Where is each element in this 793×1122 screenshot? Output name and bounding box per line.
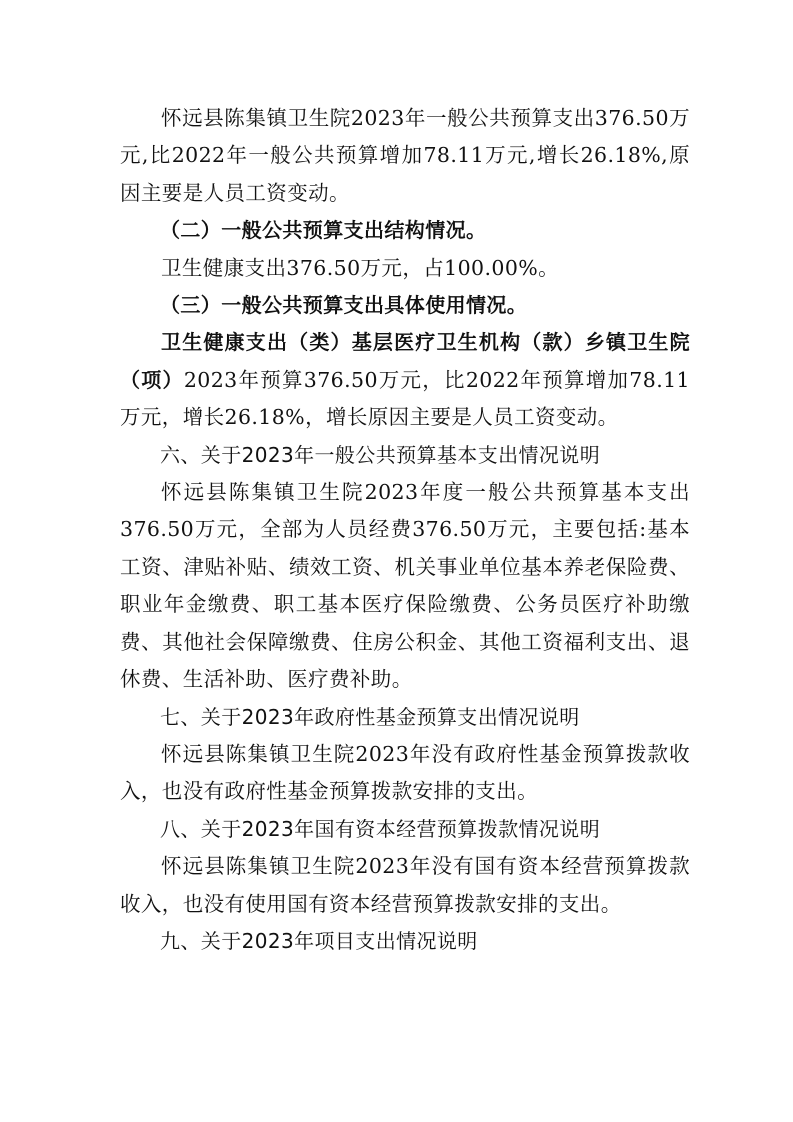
- paragraph-expenditure-usage: [120, 324, 690, 436]
- paragraph-government-fund: 怀远县陈集镇卫生院2023年没有政府性基金预算拨款收入，也没有政府性基金预算拨款安排的支出。: [120, 741, 690, 804]
- section-heading-state-capital: 八、关于2023年国有资本经营预算拨款情况说明: [160, 816, 601, 841]
- subheading-expenditure-structure: （二）一般公共预算支出结构情况。: [160, 218, 487, 243]
- expenditure-item-detail: 2023年预算376.50万元，比2022年预算增加78.11万元，增长26.18%，增长原因主要是人员工资变动。: [120, 367, 690, 430]
- document-body: [120, 100, 690, 960]
- subheading-expenditure-usage: （三）一般公共预算支出具体使用情况。: [160, 293, 528, 318]
- expenditure-item-name: 卫生健康支出（类）基层医疗卫生机构（款）乡镇卫生院（项）: [120, 330, 690, 392]
- paragraph-basic-expenditure: 怀远县陈集镇卫生院2023年度一般公共预算基本支出376.50万元，全部为人员经费376.50万元，主要包括:基本工资、津贴补贴、绩效工资、机关事业单位基本养老保险费、职业年金缴费、职工基本医疗保险缴费、公务员医疗补助缴费、其他社会保障缴费、住房公积金、其他工资福利支出、退休费、生活补助、医疗费补助。: [120, 480, 690, 692]
- section-heading-basic-expenditure: 六、关于2023年一般公共预算基本支出情况说明: [160, 442, 601, 467]
- paragraph-general-budget-summary: 怀远县陈集镇卫生院2023年一般公共预算支出376.50万元,比2022年一般公共预算增加78.11万元,增长26.18%,原因主要是人员工资变动。: [120, 106, 690, 205]
- section-heading-government-fund: 七、关于2023年政府性基金预算支出情况说明: [160, 704, 580, 729]
- paragraph-expenditure-structure: 卫生健康支出376.50万元，占100.00%。: [161, 255, 560, 280]
- paragraph-state-capital: 怀远县陈集镇卫生院2023年没有国有资本经营预算拨款收入，也没有使用国有资本经营预算拨款安排的支出。: [120, 854, 690, 916]
- section-heading-project-expenditure: 九、关于2023年项目支出情况说明: [160, 928, 478, 953]
